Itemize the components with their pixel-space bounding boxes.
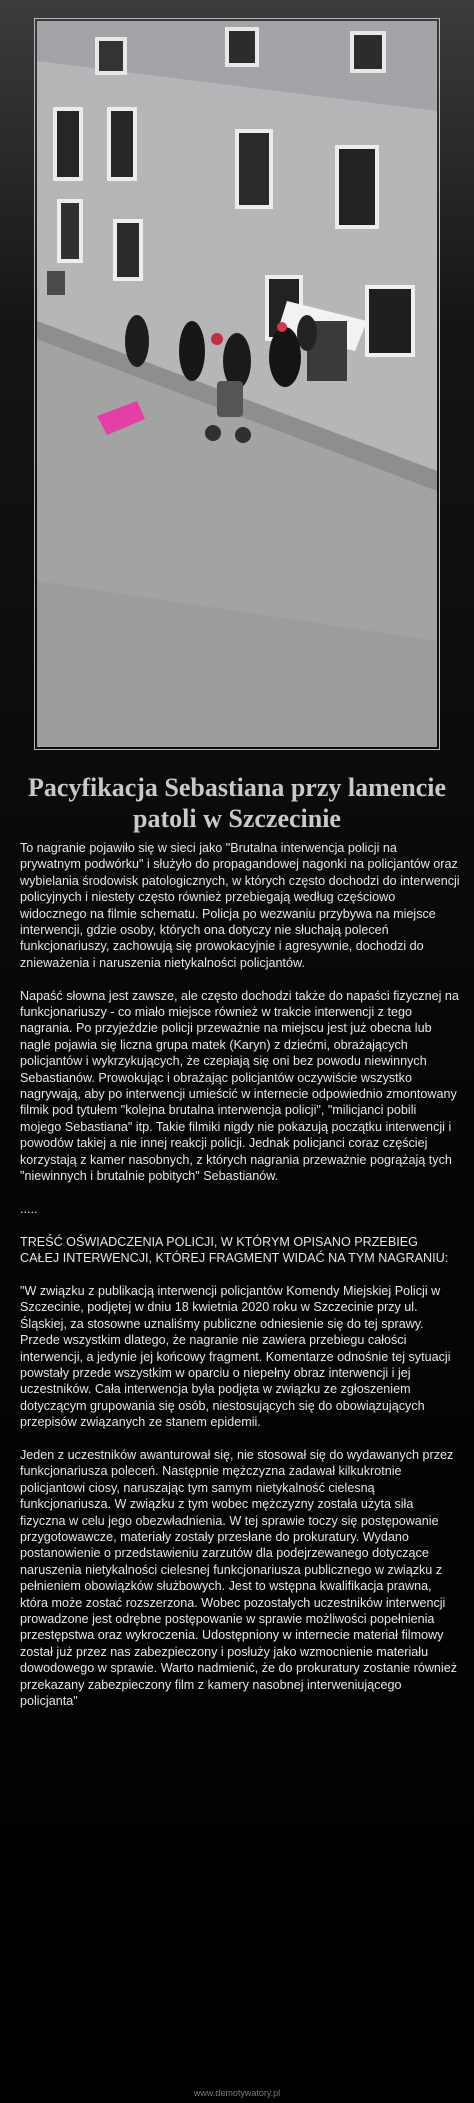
paragraph-heading: TREŚĆ OŚWIADCZENIA POLICJI, W KTÓRYM OPISANO PRZEBIEG CAŁEJ INTERWENCJI, KTÓREJ FRAGMENT WIDAĆ NA TYM NAGRANIU:: [20, 1234, 449, 1266]
site-watermark: www.demotywatory.pl: [193, 2088, 281, 2098]
paragraph: To nagranie pojawiło się w sieci jako "Brutalna interwencja policji na prywatnym podwórku" i służyło do propagandowej nagonki na policjantów oraz wybielania środowisk patologicznych, w których często dochodzi do interwencji policyjnych i niestety często również przebiegają według częściowo widocznego na filmie schematu. Policja po wezwaniu przybywa na miejsce interwencji, gdzie osoby, których ona dotyczy nie słuchają poleceń funkcjonariuszy, zachowują się prowokacyjnie i agresywnie, dochodzi do znieważenia i naruszenia nietykalności policjantów.: [20, 841, 460, 970]
courtyard-scene-image: [37, 21, 437, 747]
paragraph: Napaść słowna jest zawsze, ale często dochodzi także do napaści fizycznej na funkcjonariuszy - co miało miejsce również w trakcie interwencji z tego nagrania. Po przyjeździe policji przeważnie na miejscu jest już obecna lub nagle pojawia się liczna grupa matek (Karyn) z dziećmi, obrażających policjantów i wykrzykujących, że czepiają się oni bez powodu niewinnych Sebastianów. Prowokując i obrażając policjantów oczywiście wszystko nagrywają, aby po interwencji umieścić w internecie odpowiednio zmontowany filmik pod tytułem "kolejna brutalna interwencja policji", "milicjanci pobili mojego Sebastiana" itp. Takie filmiki nigdy nie pokazują początku interwencji i powodów takiej a nie innej reakcji policji. Jednak policjanci coraz częściej korzystają z kamer nasobnych, z których nagrania przeważnie pogrążają tych "niewinnych i brutalnie pobitych" Sebastianów.: [20, 988, 459, 1184]
post-title: Pacyfikacja Sebastiana przy lamencie patoli w Szczecinie: [27, 773, 447, 833]
courtyard-video-still[interactable]: [37, 21, 437, 747]
paragraph: "W związku z publikacją interwencji policjantów Komendy Miejskiej Policji w Szczecinie, podjętej w dniu 18 kwietnia 2020 roku w Szczecinie przy ul. Śląskiej, za stosowne uznaliśmy publiczne odniesienie się do tej sprawy. Przede wszystkim dlatego, że nagranie nie zawiera przebiegu całości interwencji, a jedynie jej końcowy fragment. Komentarze odnośnie tej sytuacji powstały przede wszystkim w oparciu o niepełny obraz interwencji i jej uczestników. Cała interwencja była podjęta w związku ze zgłoszeniem dotyczącym grupowania się osób, niestosujących się do obowiązujących przepisów związanych ze stanem epidemii.: [20, 1283, 451, 1430]
video-frame: [34, 18, 440, 750]
post-description: [20, 840, 460, 1726]
paragraph-separator: .....: [20, 1201, 38, 1216]
paragraph: Jeden z uczestników awanturował się, nie stosował się do wydawanych przez funkcjonariusza poleceń. Następnie mężczyzna zadawał kilkukrotnie policjantowi ciosy, naruszając tym samym nietykalność cielesną funkcjonariusza. W związku z tym wobec mężczyzny została użyta siła fizyczna w celu jego obezwładnienia. W tej sprawie toczy się postępowanie przygotowawcze, materiały zostały przesłane do prokuratury. Wydano postanowienie o przedstawieniu zarzutów dla podejrzewanego dotyczące naruszenia nietykalności cielesnej funkcjonariusza publicznego w związku z pełnieniem obowiązków służbowych. Jest to wstępna kwalifikacja prawna, która może zostać rozszerzona. Wobec pozostałych uczestników interwencji prowadzone jest odrębne postępowanie w sprawie możliwości popełnienia przestępstwa oraz wykroczenia. Udostępniony w internecie materiał filmowy został już przez nas zabezpieczony i posłuży jako wzmocnienie materiału dowodowego w sprawie. Warto nadmienić, że do prokuratury zostanie również przekazany zabezpieczony film z kamery nasobnej interweniującego policjanta": [20, 1447, 458, 1709]
